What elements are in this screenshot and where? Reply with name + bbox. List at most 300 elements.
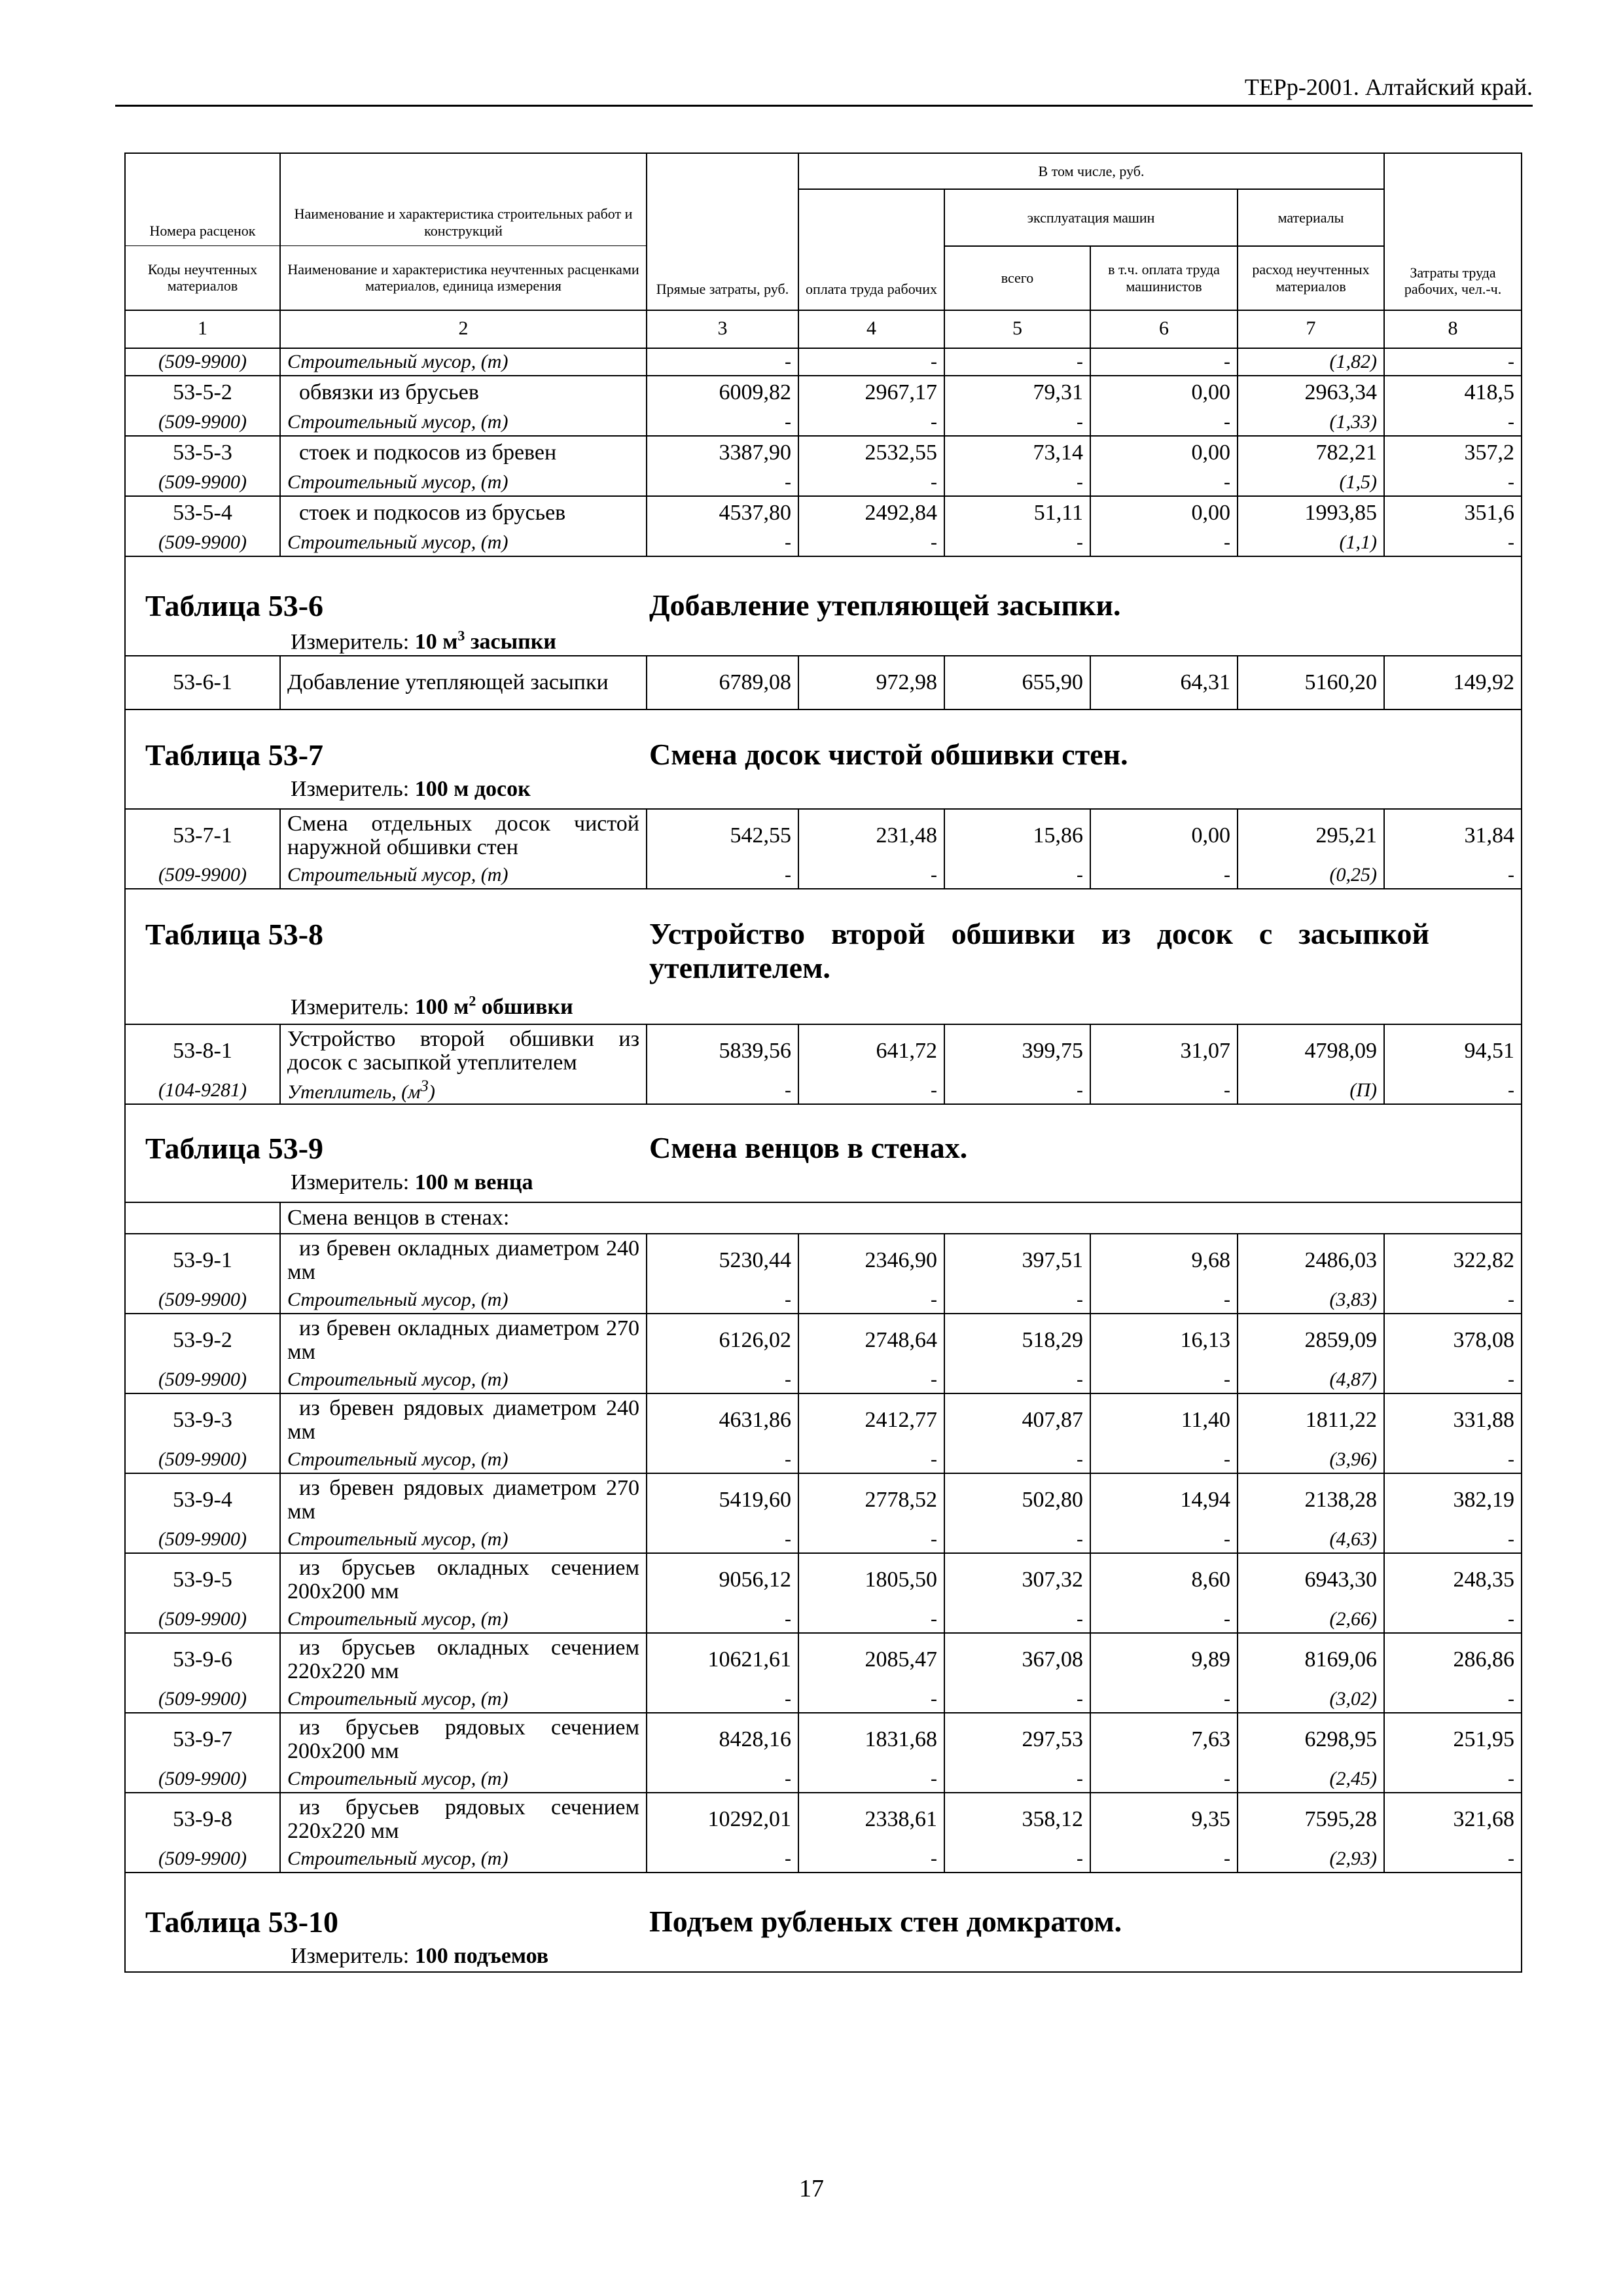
material-c3: - [647, 1077, 798, 1104]
header-labor-wages: оплата труда рабочих [798, 189, 944, 310]
material-c3: - [647, 1686, 798, 1713]
cost-c7: 7595,28 [1238, 1793, 1384, 1846]
table-row [125, 809, 1522, 862]
cost-c5: 397,51 [944, 1234, 1090, 1287]
section-title: Смена венцов в стенах: [280, 1202, 1522, 1234]
material-c6: - [1090, 1367, 1238, 1393]
material-c7: (3,96) [1238, 1446, 1384, 1473]
cost-c3: 6789,08 [647, 656, 798, 709]
column-number: 4 [798, 310, 944, 348]
material-name-text: Строительный мусор, (т) [287, 531, 508, 553]
cost-c8: 322,82 [1384, 1234, 1522, 1287]
table-caption [126, 557, 1521, 655]
material-c7: (4,87) [1238, 1367, 1384, 1393]
work-name: Устройство второй обшивки из досок с засыпкой утеплителем [280, 1024, 647, 1077]
table-row [125, 1024, 1522, 1077]
measure-suffix: засыпки [465, 629, 556, 654]
cost-c7: 2486,03 [1238, 1234, 1384, 1287]
material-code: (509-9900) [125, 1686, 280, 1713]
material-row [125, 1446, 1522, 1473]
material-code: (509-9900) [125, 1367, 280, 1393]
cost-c7: 2963,34 [1238, 376, 1384, 409]
cost-c6: 11,40 [1090, 1393, 1238, 1446]
cost-c8: 351,6 [1384, 496, 1522, 529]
material-c3: - [647, 529, 798, 556]
cost-c4: 2338,61 [798, 1793, 944, 1846]
material-c7: (П) [1238, 1077, 1384, 1104]
cost-c5: 358,12 [944, 1793, 1090, 1846]
material-code: (509-9900) [125, 1446, 280, 1473]
material-code: (509-9900) [125, 529, 280, 556]
table-number: Таблица 53-8 [145, 917, 324, 951]
material-c3: - [647, 1766, 798, 1793]
material-code: (509-9900) [125, 409, 280, 436]
cost-c5: 51,11 [944, 496, 1090, 529]
material-name-text: Строительный мусор, (т) [287, 863, 508, 886]
cost-c3: 4537,80 [647, 496, 798, 529]
cost-c6: 31,07 [1090, 1024, 1238, 1077]
cost-c4: 1831,68 [798, 1713, 944, 1766]
measure-unit [415, 1170, 533, 1194]
rate-code: 53-7-1 [125, 809, 280, 862]
material-code: (509-9900) [125, 862, 280, 889]
material-c3: - [647, 348, 798, 376]
header-direct-costs: Прямые затраты, руб. [647, 153, 798, 310]
cost-c5: 15,86 [944, 809, 1090, 862]
cost-c4: 2532,55 [798, 436, 944, 469]
work-name: из брусьев окладных сечением 220х220 мм [280, 1633, 647, 1686]
material-c7: (2,66) [1238, 1606, 1384, 1633]
cost-c7: 2138,28 [1238, 1473, 1384, 1526]
rate-code: 53-9-6 [125, 1633, 280, 1686]
table-number: Таблица 53-10 [145, 1905, 339, 1939]
work-name: стоек и подкосов из брусьев [280, 496, 647, 529]
measure-unit [414, 627, 556, 654]
table-caption-cell [125, 1104, 1522, 1202]
measure-unit [414, 992, 573, 1019]
column-number: 8 [1384, 310, 1522, 348]
material-c5: - [944, 862, 1090, 889]
measure-value: 100 м досок [414, 776, 531, 801]
material-c4: - [798, 1526, 944, 1553]
measure-prefix: Измеритель: [291, 994, 410, 1019]
cost-c6: 16,13 [1090, 1314, 1238, 1367]
material-c6: - [1090, 1526, 1238, 1553]
material-c4: - [798, 469, 944, 496]
work-name: из брусьев рядовых сечением 220х220 мм [280, 1793, 647, 1846]
material-c6: - [1090, 409, 1238, 436]
header-rate-number: Номера расценок [125, 153, 280, 246]
material-name-text: Строительный мусор, (т) [287, 350, 508, 372]
cost-c8: 321,68 [1384, 1793, 1522, 1846]
table-row [125, 496, 1522, 529]
table-caption [126, 710, 1521, 808]
table-title: Добавление утепляющей засыпки. [649, 588, 1121, 622]
measure-value: 100 м венца [414, 1170, 533, 1194]
table-caption-row [125, 1873, 1522, 1972]
material-c8: - [1384, 1766, 1522, 1793]
table-row [125, 436, 1522, 469]
table-measure [291, 993, 573, 1020]
cost-c5: 297,53 [944, 1713, 1090, 1766]
cost-c6: 8,60 [1090, 1553, 1238, 1606]
header-labor-hours: Затраты труда рабочих, чел.-ч. [1384, 153, 1522, 310]
cost-c8: 149,92 [1384, 656, 1522, 709]
column-number: 1 [125, 310, 280, 348]
cost-c4: 2492,84 [798, 496, 944, 529]
section-empty [125, 1202, 280, 1234]
cost-c4: 972,98 [798, 656, 944, 709]
work-name: из бревен окладных диаметром 240 мм [280, 1234, 647, 1287]
cost-c5: 655,90 [944, 656, 1090, 709]
cost-c8: 378,08 [1384, 1314, 1522, 1367]
table-measure [291, 777, 531, 802]
cost-c4: 2778,52 [798, 1473, 944, 1526]
material-c8: - [1384, 1526, 1522, 1553]
material-c6: - [1090, 348, 1238, 376]
page-header-title: ТЕРр-2001. Алтайский край. [1244, 74, 1533, 100]
cost-c4: 1805,50 [798, 1553, 944, 1606]
material-row [125, 1846, 1522, 1873]
cost-c8: 251,95 [1384, 1713, 1522, 1766]
cost-c5: 399,75 [944, 1024, 1090, 1077]
material-c6: - [1090, 529, 1238, 556]
material-c7: (2,93) [1238, 1846, 1384, 1873]
table-caption-row [125, 889, 1522, 1024]
column-number: 2 [280, 310, 647, 348]
material-c6: - [1090, 862, 1238, 889]
table-row [125, 1393, 1522, 1446]
cost-c4: 2346,90 [798, 1234, 944, 1287]
material-c5: - [944, 469, 1090, 496]
table-caption [126, 889, 1521, 1024]
cost-c3: 3387,90 [647, 436, 798, 469]
work-name: из бревен рядовых диаметром 240 мм [280, 1393, 647, 1446]
table-row [125, 1473, 1522, 1526]
material-c6: - [1090, 1446, 1238, 1473]
rate-code: 53-9-8 [125, 1793, 280, 1846]
material-row [125, 1766, 1522, 1793]
table-caption-cell [125, 709, 1522, 809]
material-c3: - [647, 862, 798, 889]
material-code: (509-9900) [125, 1287, 280, 1314]
rate-code: 53-5-3 [125, 436, 280, 469]
material-c8: - [1384, 1367, 1522, 1393]
material-c5: - [944, 1846, 1090, 1873]
material-code: (104-9281) [125, 1077, 280, 1104]
material-code: (509-9900) [125, 469, 280, 496]
table-number: Таблица 53-6 [145, 588, 324, 622]
cost-c6: 9,89 [1090, 1633, 1238, 1686]
cost-c3: 6126,02 [647, 1314, 798, 1367]
work-name: из брусьев окладных сечением 200х200 мм [280, 1553, 647, 1606]
material-name [280, 1686, 647, 1713]
material-c5: - [944, 1526, 1090, 1553]
cost-c7: 295,21 [1238, 809, 1384, 862]
cost-c8: 331,88 [1384, 1393, 1522, 1446]
material-c5: - [944, 529, 1090, 556]
material-c4: - [798, 348, 944, 376]
material-row [125, 409, 1522, 436]
material-name [280, 1287, 647, 1314]
material-c3: - [647, 1446, 798, 1473]
material-c5: - [944, 1766, 1090, 1793]
cost-c3: 10292,01 [647, 1793, 798, 1846]
table-number: Таблица 53-9 [145, 1131, 324, 1165]
measure-prefix: Измеритель: [291, 1170, 410, 1194]
material-c5: - [944, 348, 1090, 376]
measure-prefix: Измеритель: [291, 629, 410, 654]
work-name: Добавление утепляющей засыпки [280, 656, 647, 709]
work-name: из бревен рядовых диаметром 270 мм [280, 1473, 647, 1526]
table-row [125, 1793, 1522, 1846]
cost-c8: 382,19 [1384, 1473, 1522, 1526]
material-name-text: Строительный мусор, (т) [287, 1288, 508, 1310]
cost-c4: 2748,64 [798, 1314, 944, 1367]
table-measure [291, 628, 556, 655]
cost-c6: 0,00 [1090, 809, 1238, 862]
header-rule [115, 105, 1533, 107]
material-c7: (2,45) [1238, 1766, 1384, 1793]
material-c8: - [1384, 1846, 1522, 1873]
material-c5: - [944, 1287, 1090, 1314]
material-name [280, 862, 647, 889]
material-name-text: Строительный мусор, (т) [287, 471, 508, 493]
measure-unit [415, 777, 531, 801]
cost-c3: 10621,61 [647, 1633, 798, 1686]
cost-c8: 286,86 [1384, 1633, 1522, 1686]
cost-c6: 9,35 [1090, 1793, 1238, 1846]
material-c6: - [1090, 1846, 1238, 1873]
cost-c5: 307,32 [944, 1553, 1090, 1606]
material-c5: - [944, 1077, 1090, 1104]
material-name-text: Строительный мусор, (т) [287, 1847, 508, 1869]
cost-c5: 79,31 [944, 376, 1090, 409]
material-name-text: Строительный мусор, (т) [287, 1528, 508, 1550]
material-code: (509-9900) [125, 1766, 280, 1793]
table-body [125, 348, 1522, 1972]
material-name [280, 1846, 647, 1873]
section-row [125, 1202, 1522, 1234]
rate-code: 53-9-5 [125, 1553, 280, 1606]
work-name: из брусьев рядовых сечением 200х200 мм [280, 1713, 647, 1766]
header-materials-unaccounted: расход неучтенных материалов [1238, 246, 1384, 310]
material-c3: - [647, 1287, 798, 1314]
cost-c5: 73,14 [944, 436, 1090, 469]
rate-code: 53-9-1 [125, 1234, 280, 1287]
material-c6: - [1090, 1077, 1238, 1104]
material-name [280, 348, 647, 376]
material-name [280, 1367, 647, 1393]
cost-c7: 8169,06 [1238, 1633, 1384, 1686]
cost-c5: 367,08 [944, 1633, 1090, 1686]
material-c4: - [798, 1077, 944, 1104]
table-caption [126, 1873, 1521, 1971]
material-row [125, 348, 1522, 376]
material-name-text: Строительный мусор, (т) [287, 1687, 508, 1710]
material-c4: - [798, 1606, 944, 1633]
material-c3: - [647, 1606, 798, 1633]
material-c7: (1,1) [1238, 529, 1384, 556]
material-code: (509-9900) [125, 1526, 280, 1553]
material-row [125, 529, 1522, 556]
material-c7: (3,02) [1238, 1686, 1384, 1713]
material-name-text: Строительный мусор, (т) [287, 1448, 508, 1470]
table-row [125, 1314, 1522, 1367]
rate-code: 53-9-3 [125, 1393, 280, 1446]
material-name [280, 1446, 647, 1473]
material-c4: - [798, 529, 944, 556]
rate-code: 53-5-2 [125, 376, 280, 409]
cost-c3: 4631,86 [647, 1393, 798, 1446]
work-name: обвязки из брусьев [280, 376, 647, 409]
table-title: Подъем рубленых стен домкратом. [649, 1904, 1122, 1938]
cost-c3: 5839,56 [647, 1024, 798, 1077]
material-c8: - [1384, 409, 1522, 436]
table-title: Смена досок чистой обшивки стен. [649, 737, 1128, 771]
measure-suffix: обшивки [476, 994, 573, 1019]
material-name-text: Строительный мусор, (т) [287, 1607, 508, 1630]
cost-c4: 231,48 [798, 809, 944, 862]
table-title: Устройство второй обшивки из досок с засыпкой утеплителем. [649, 916, 1430, 985]
table-caption-row [125, 1104, 1522, 1202]
work-name: Смена отдельных досок чистой наружной обшивки стен [280, 809, 647, 862]
material-c5: - [944, 1446, 1090, 1473]
table-measure [291, 1944, 548, 1969]
material-code: (509-9900) [125, 1846, 280, 1873]
material-c8: - [1384, 1446, 1522, 1473]
material-c7: (1,82) [1238, 348, 1384, 376]
material-c4: - [798, 1686, 944, 1713]
cost-c3: 8428,16 [647, 1713, 798, 1766]
material-c6: - [1090, 1686, 1238, 1713]
header-group-machines: эксплуатация машин [944, 189, 1238, 246]
table-row [125, 1633, 1522, 1686]
material-c7: (0,25) [1238, 862, 1384, 889]
material-c8: - [1384, 1606, 1522, 1633]
material-c3: - [647, 1846, 798, 1873]
rate-code: 53-8-1 [125, 1024, 280, 1077]
cost-c7: 1811,22 [1238, 1393, 1384, 1446]
material-c4: - [798, 409, 944, 436]
header-unaccounted-names: Наименование и характеристика неучтенных расценками материалов, единица измерения [280, 246, 647, 310]
material-c3: - [647, 1526, 798, 1553]
cost-c6: 9,68 [1090, 1234, 1238, 1287]
table-row [125, 1234, 1522, 1287]
measure-power: 3 [457, 627, 465, 644]
material-c8: - [1384, 469, 1522, 496]
cost-c8: 31,84 [1384, 809, 1522, 862]
material-c5: - [944, 1686, 1090, 1713]
material-c7: (1,33) [1238, 409, 1384, 436]
material-c6: - [1090, 1766, 1238, 1793]
cost-c7: 2859,09 [1238, 1314, 1384, 1367]
material-name [280, 1606, 647, 1633]
material-name-text: Строительный мусор, (т) [287, 1767, 508, 1789]
cost-c7: 6943,30 [1238, 1553, 1384, 1606]
material-name [280, 1077, 647, 1104]
material-row [125, 1526, 1522, 1553]
cost-c6: 0,00 [1090, 496, 1238, 529]
rate-code: 53-9-2 [125, 1314, 280, 1367]
work-name: стоек и подкосов из бревен [280, 436, 647, 469]
cost-c8: 248,35 [1384, 1553, 1522, 1606]
material-c8: - [1384, 529, 1522, 556]
material-c5: - [944, 1606, 1090, 1633]
rate-code: 53-5-4 [125, 496, 280, 529]
material-c6: - [1090, 1606, 1238, 1633]
table-row [125, 376, 1522, 409]
material-code: (509-9900) [125, 348, 280, 376]
cost-c3: 542,55 [647, 809, 798, 862]
table-row [125, 1713, 1522, 1766]
material-name-text: Строительный мусор, (т) [287, 1368, 508, 1390]
material-c4: - [798, 1287, 944, 1314]
header-machinist-wages: в т.ч. оплата труда машинистов [1090, 246, 1238, 310]
header-group-including: В том числе, руб. [798, 153, 1384, 189]
page-number: 17 [799, 2175, 824, 2202]
material-name-text: Строительный мусор, (т) [287, 410, 508, 433]
cost-c4: 2085,47 [798, 1633, 944, 1686]
material-c7: (1,5) [1238, 469, 1384, 496]
table-caption-cell [125, 1873, 1522, 1972]
material-row [125, 1077, 1522, 1104]
material-c7: (4,63) [1238, 1526, 1384, 1553]
material-row [125, 469, 1522, 496]
column-number: 7 [1238, 310, 1384, 348]
table-row [125, 1553, 1522, 1606]
material-c7: (3,83) [1238, 1287, 1384, 1314]
material-name [280, 409, 647, 436]
cost-c6: 7,63 [1090, 1713, 1238, 1766]
table-caption-row [125, 556, 1522, 656]
table-title: Смена венцов в стенах. [649, 1130, 968, 1164]
cost-c7: 1993,85 [1238, 496, 1384, 529]
cost-c8: 94,51 [1384, 1024, 1522, 1077]
material-c4: - [798, 1367, 944, 1393]
table-row [125, 656, 1522, 709]
table-number: Таблица 53-7 [145, 738, 324, 772]
material-c4: - [798, 1766, 944, 1793]
cost-c5: 502,80 [944, 1473, 1090, 1526]
header-work-name: Наименование и характеристика строительных работ и конструкций [280, 153, 647, 246]
work-name: из бревен окладных диаметром 270 мм [280, 1314, 647, 1367]
cost-c7: 4798,09 [1238, 1024, 1384, 1077]
material-c4: - [798, 862, 944, 889]
material-row [125, 1686, 1522, 1713]
material-name [280, 529, 647, 556]
measure-value: 100 подъемов [414, 1943, 549, 1968]
cost-c4: 641,72 [798, 1024, 944, 1077]
material-c3: - [647, 409, 798, 436]
measure-prefix: Измеритель: [291, 1943, 410, 1968]
material-c8: - [1384, 862, 1522, 889]
cost-c7: 5160,20 [1238, 656, 1384, 709]
cost-c6: 0,00 [1090, 376, 1238, 409]
cost-c7: 6298,95 [1238, 1713, 1384, 1766]
cost-c3: 5230,44 [647, 1234, 798, 1287]
material-name [280, 1766, 647, 1793]
cost-c8: 357,2 [1384, 436, 1522, 469]
material-unit-power: 3 [420, 1077, 429, 1095]
measure-value: 100 м [414, 994, 469, 1019]
header-machines-total: всего [944, 246, 1090, 310]
material-c5: - [944, 1367, 1090, 1393]
material-row [125, 1287, 1522, 1314]
cost-c3: 9056,12 [647, 1553, 798, 1606]
cost-c6: 64,31 [1090, 656, 1238, 709]
table-measure [291, 1170, 533, 1195]
